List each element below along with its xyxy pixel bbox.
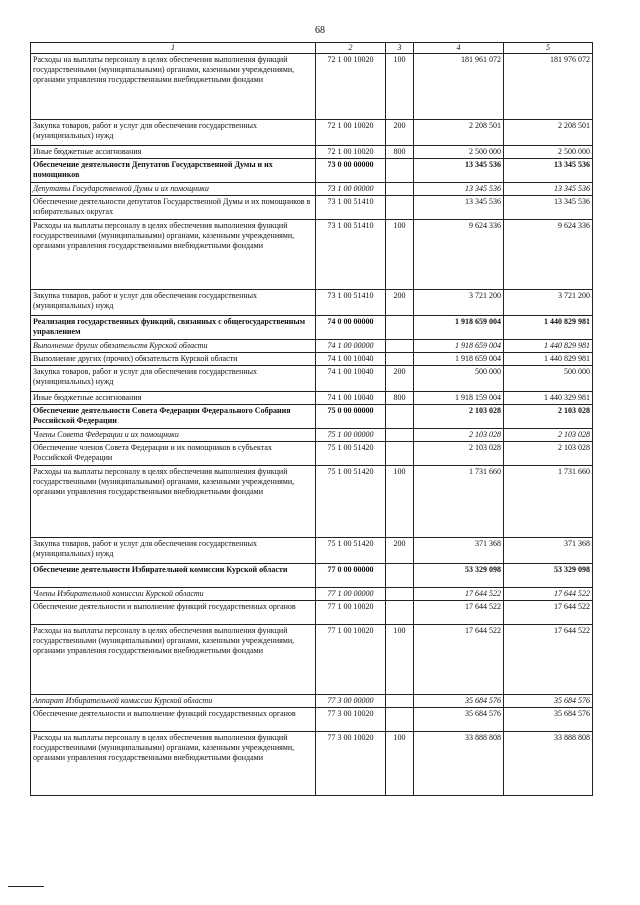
row-value-col5-cell: 1 440 829 981 — [504, 316, 593, 340]
row-value-col5-cell: 33 888 808 — [504, 732, 593, 796]
row-value-col4-cell: 500 000 — [414, 366, 504, 392]
table-row — [31, 183, 593, 196]
row-code-cell: 75 1 00 51420 — [316, 442, 386, 466]
row-name-cell: Закупка товаров, работ и услуг для обеспечения государственных (муниципальных) нужд — [31, 538, 316, 564]
row-value-col5-cell: 13 345 536 — [504, 183, 593, 196]
row-value-col4-cell: 2 103 028 — [414, 429, 504, 442]
row-type-cell — [386, 695, 414, 708]
row-value-col5-cell: 2 208 501 — [504, 120, 593, 146]
table-row — [31, 340, 593, 353]
row-type-cell — [386, 588, 414, 601]
row-value-col4-cell: 33 888 808 — [414, 732, 504, 796]
row-name-cell: Расходы на выплаты персоналу в целях обеспечения выполнения функций государственными (муниципальными) органами, казенными учреждениями, органами управления государственными внебюджетными фондами — [31, 54, 316, 120]
table-row — [31, 732, 593, 796]
row-name-cell: Расходы на выплаты персоналу в целях обеспечения выполнения функций государственными (муниципальными) органами, казенными учреждениями, органами управления государственными внебюджетными фондами — [31, 732, 316, 796]
table-row — [31, 564, 593, 588]
table-row — [31, 708, 593, 732]
row-code-cell: 73 1 00 51410 — [316, 290, 386, 316]
row-value-col5-cell: 17 644 522 — [504, 601, 593, 625]
row-value-col4-cell: 1 918 159 004 — [414, 392, 504, 405]
row-value-col4-cell: 1 918 659 004 — [414, 316, 504, 340]
row-name-cell: Члены Совета Федерации и их помощники — [31, 429, 316, 442]
row-value-col4-cell: 3 721 200 — [414, 290, 504, 316]
row-type-cell — [386, 601, 414, 625]
table-row — [31, 695, 593, 708]
row-name-cell: Закупка товаров, работ и услуг для обеспечения государственных (муниципальных) нужд — [31, 366, 316, 392]
row-value-col5-cell: 3 721 200 — [504, 290, 593, 316]
row-code-cell: 73 1 00 51410 — [316, 196, 386, 220]
row-name-cell: Выполнение других (прочих) обязательств Курской области — [31, 353, 316, 366]
row-type-cell — [386, 340, 414, 353]
row-code-cell: 73 1 00 00000 — [316, 183, 386, 196]
row-value-col4-cell: 13 345 536 — [414, 183, 504, 196]
row-code-cell: 77 1 00 10020 — [316, 601, 386, 625]
row-name-cell: Закупка товаров, работ и услуг для обеспечения государственных (муниципальных) нужд — [31, 290, 316, 316]
row-type-cell: 800 — [386, 146, 414, 159]
row-value-col4-cell: 2 103 028 — [414, 442, 504, 466]
column-header-4: 4 — [414, 43, 504, 54]
table-row — [31, 366, 593, 392]
table-body — [31, 54, 593, 796]
row-value-col4-cell: 35 684 576 — [414, 708, 504, 732]
row-type-cell — [386, 708, 414, 732]
table-row — [31, 54, 593, 120]
row-value-col5-cell: 1 440 829 981 — [504, 353, 593, 366]
row-value-col4-cell: 1 731 660 — [414, 466, 504, 538]
table-row — [31, 120, 593, 146]
row-value-col4-cell: 1 918 659 004 — [414, 353, 504, 366]
row-type-cell — [386, 405, 414, 429]
row-name-cell: Иные бюджетные ассигнования — [31, 392, 316, 405]
row-type-cell: 100 — [386, 625, 414, 695]
row-value-col5-cell: 1 731 660 — [504, 466, 593, 538]
row-code-cell: 77 0 00 00000 — [316, 564, 386, 588]
row-value-col4-cell: 371 368 — [414, 538, 504, 564]
row-value-col5-cell: 2 103 028 — [504, 429, 593, 442]
column-header-2: 2 — [316, 43, 386, 54]
row-type-cell: 200 — [386, 290, 414, 316]
row-code-cell: 77 3 00 10020 — [316, 732, 386, 796]
row-value-col5-cell: 53 329 098 — [504, 564, 593, 588]
row-type-cell: 800 — [386, 392, 414, 405]
table-row — [31, 405, 593, 429]
row-code-cell: 75 0 00 00000 — [316, 405, 386, 429]
row-value-col4-cell: 35 684 576 — [414, 695, 504, 708]
row-type-cell — [386, 353, 414, 366]
row-name-cell: Обеспечение деятельности Совета Федерации Федерального Собрания Российской Федерации — [31, 405, 316, 429]
row-value-col5-cell: 2 103 028 — [504, 442, 593, 466]
row-type-cell: 200 — [386, 366, 414, 392]
table-row — [31, 625, 593, 695]
row-value-col4-cell: 2 103 028 — [414, 405, 504, 429]
row-value-col4-cell: 17 644 522 — [414, 601, 504, 625]
row-code-cell: 73 0 00 00000 — [316, 159, 386, 183]
row-code-cell: 72 1 00 10020 — [316, 120, 386, 146]
column-header-5: 5 — [504, 43, 593, 54]
row-value-col5-cell: 1 440 829 981 — [504, 340, 593, 353]
row-code-cell: 72 1 00 10020 — [316, 54, 386, 120]
row-type-cell: 100 — [386, 732, 414, 796]
row-type-cell — [386, 316, 414, 340]
row-type-cell: 100 — [386, 54, 414, 120]
row-value-col4-cell: 2 500 000 — [414, 146, 504, 159]
row-value-col4-cell: 181 961 072 — [414, 54, 504, 120]
row-name-cell: Аппарат Избирательной комиссии Курской области — [31, 695, 316, 708]
row-type-cell: 200 — [386, 538, 414, 564]
row-code-cell: 77 3 00 00000 — [316, 695, 386, 708]
row-code-cell: 77 1 00 10020 — [316, 625, 386, 695]
row-value-col5-cell: 9 624 336 — [504, 220, 593, 290]
row-value-col5-cell: 35 684 576 — [504, 708, 593, 732]
table-row — [31, 466, 593, 538]
row-type-cell — [386, 196, 414, 220]
row-value-col4-cell: 1 918 659 004 — [414, 340, 504, 353]
row-name-cell: Реализация государственных функций, связанных с общегосударственным управлением — [31, 316, 316, 340]
row-value-col4-cell: 13 345 536 — [414, 159, 504, 183]
row-value-col5-cell: 2 103 028 — [504, 405, 593, 429]
row-name-cell: Обеспечение деятельности и выполнение функций государственных органов — [31, 708, 316, 732]
row-code-cell: 77 3 00 10020 — [316, 708, 386, 732]
table-row — [31, 429, 593, 442]
row-value-col5-cell: 13 345 536 — [504, 196, 593, 220]
table-row — [31, 220, 593, 290]
column-header-3: 3 — [386, 43, 414, 54]
row-type-cell — [386, 183, 414, 196]
row-name-cell: Выполнение других обязательств Курской области — [31, 340, 316, 353]
table-row — [31, 290, 593, 316]
row-type-cell: 200 — [386, 120, 414, 146]
table-row — [31, 353, 593, 366]
row-type-cell: 100 — [386, 220, 414, 290]
row-code-cell: 77 1 00 00000 — [316, 588, 386, 601]
row-name-cell: Обеспечение деятельности и выполнение функций государственных органов — [31, 601, 316, 625]
row-name-cell: Обеспечение деятельности депутатов Государственной Думы и их помощников в избирательных округах — [31, 196, 316, 220]
row-code-cell: 74 1 00 00000 — [316, 340, 386, 353]
row-type-cell — [386, 564, 414, 588]
row-value-col4-cell: 17 644 522 — [414, 625, 504, 695]
column-header-1: 1 — [31, 43, 316, 54]
row-value-col4-cell: 2 208 501 — [414, 120, 504, 146]
table-row — [31, 196, 593, 220]
table-row — [31, 146, 593, 159]
table-row — [31, 588, 593, 601]
row-name-cell: Иные бюджетные ассигнования — [31, 146, 316, 159]
page-number: 68 — [315, 25, 325, 36]
row-code-cell: 72 1 00 10020 — [316, 146, 386, 159]
budget-table — [30, 42, 593, 796]
row-value-col4-cell: 53 329 098 — [414, 564, 504, 588]
row-name-cell: Обеспечение деятельности Избирательной комиссии Курской области — [31, 564, 316, 588]
row-name-cell: Закупка товаров, работ и услуг для обеспечения государственных (муниципальных) нужд — [31, 120, 316, 146]
row-type-cell — [386, 429, 414, 442]
row-type-cell — [386, 442, 414, 466]
row-name-cell: Члены Избирательной комиссии Курской области — [31, 588, 316, 601]
row-value-col4-cell: 9 624 336 — [414, 220, 504, 290]
row-value-col5-cell: 181 976 072 — [504, 54, 593, 120]
footnote-divider — [8, 886, 44, 887]
row-code-cell: 75 1 00 00000 — [316, 429, 386, 442]
row-value-col5-cell: 2 500 000 — [504, 146, 593, 159]
row-code-cell: 74 1 00 10040 — [316, 366, 386, 392]
table-row — [31, 159, 593, 183]
row-name-cell: Расходы на выплаты персоналу в целях обеспечения выполнения функций государственными (муниципальными) органами, казенными учреждениями, органами управления государственными внебюджетными фондами — [31, 466, 316, 538]
row-type-cell: 100 — [386, 466, 414, 538]
row-value-col5-cell: 500 000 — [504, 366, 593, 392]
row-value-col4-cell: 17 644 522 — [414, 588, 504, 601]
row-value-col4-cell: 13 345 536 — [414, 196, 504, 220]
row-code-cell: 74 0 00 00000 — [316, 316, 386, 340]
row-value-col5-cell: 17 644 522 — [504, 588, 593, 601]
row-name-cell: Расходы на выплаты персоналу в целях обеспечения выполнения функций государственными (муниципальными) органами, казенными учреждениями, органами управления государственными внебюджетными фондами — [31, 220, 316, 290]
row-name-cell: Расходы на выплаты персоналу в целях обеспечения выполнения функций государственными (муниципальными) органами, казенными учреждениями, органами управления государственными внебюджетными фондами — [31, 625, 316, 695]
row-value-col5-cell: 371 368 — [504, 538, 593, 564]
row-code-cell: 73 1 00 51410 — [316, 220, 386, 290]
row-value-col5-cell: 35 684 576 — [504, 695, 593, 708]
row-type-cell — [386, 159, 414, 183]
row-code-cell: 74 1 00 10040 — [316, 392, 386, 405]
table-row — [31, 316, 593, 340]
row-name-cell: Обеспечение деятельности Депутатов Государственной Думы и их помощников — [31, 159, 316, 183]
row-code-cell: 75 1 00 51420 — [316, 466, 386, 538]
table-row — [31, 442, 593, 466]
row-value-col5-cell: 17 644 522 — [504, 625, 593, 695]
row-value-col5-cell: 1 440 329 981 — [504, 392, 593, 405]
table-header-row — [31, 43, 593, 54]
table-row — [31, 538, 593, 564]
row-name-cell: Депутаты Государственной Думы и их помощники — [31, 183, 316, 196]
row-value-col5-cell: 13 345 536 — [504, 159, 593, 183]
row-code-cell: 74 1 00 10040 — [316, 353, 386, 366]
row-name-cell: Обеспечение членов Совета Федерации и их помощников в субъектах Российской Федерации — [31, 442, 316, 466]
table-row — [31, 392, 593, 405]
row-code-cell: 75 1 00 51420 — [316, 538, 386, 564]
table-row — [31, 601, 593, 625]
